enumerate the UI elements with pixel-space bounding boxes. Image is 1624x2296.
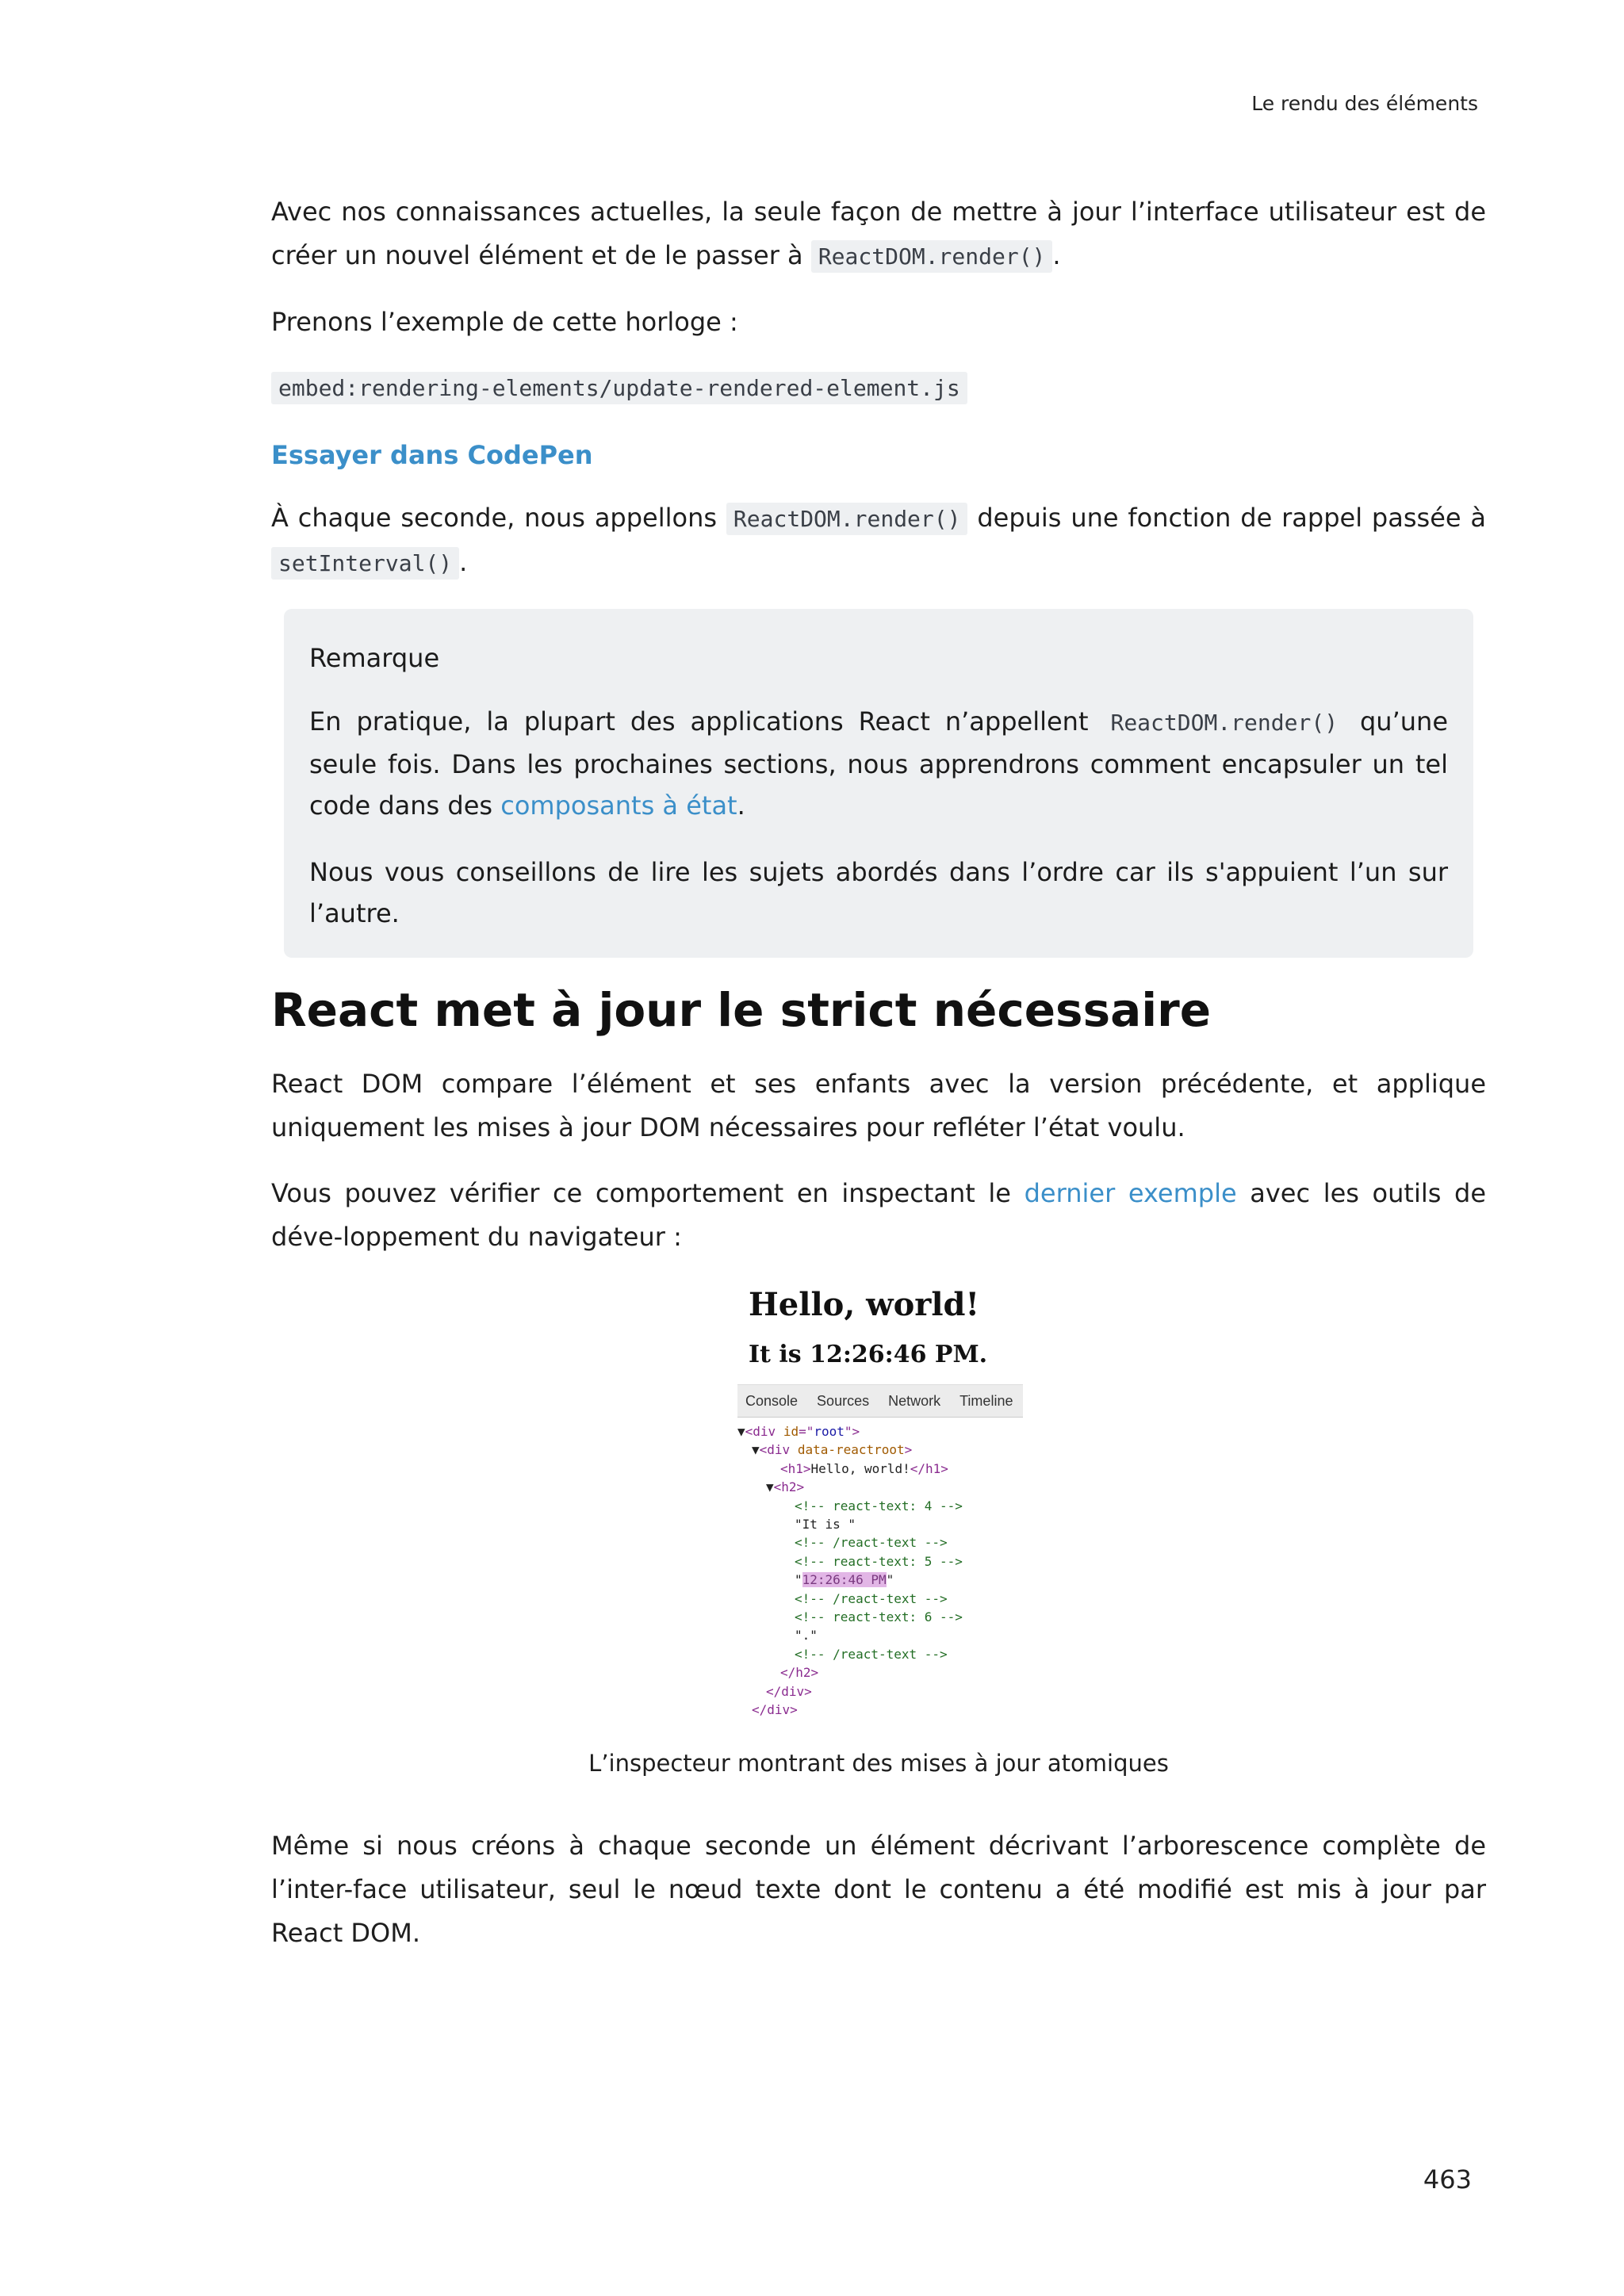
note-box xyxy=(284,609,1473,958)
embed-code: embed:rendering-elements/update-rendered-element.js xyxy=(271,372,967,404)
tree-text: "." xyxy=(795,1628,818,1644)
page-content xyxy=(271,190,1486,1977)
paragraph-compare: React DOM compare l’élément et ses enfants avec la version précédente, et applique uniquement les mises à jour DOM nécessaires pour refléter l’état voulu. xyxy=(271,1069,1486,1142)
dom-tree xyxy=(737,1418,1023,1724)
paragraph-intro: Avec nos connaissances actuelles, la seule façon de mettre à jour l’interface utilisateur est de créer un nouvel élément et de le passer à ReactDOM.render() . xyxy=(271,190,1486,278)
inline-code: ReactDOM.render() xyxy=(726,503,968,535)
expand-triangle-icon: ▼ xyxy=(737,1424,745,1439)
tree-line: ▼<h2> xyxy=(766,1479,805,1495)
section-heading: React met à jour le strict nécessaire xyxy=(271,983,1212,1037)
tree-comment: <!-- react-text: 4 --> xyxy=(795,1498,963,1513)
tab-console: Console xyxy=(745,1392,799,1409)
figure-h2: It is 12:26:46 PM. xyxy=(749,1341,988,1368)
tree-line: ▼<div data-reactroot> xyxy=(752,1442,913,1458)
tree-line: <h1>Hello, world!</h1> xyxy=(780,1460,948,1476)
paragraph-clock-example: Prenons l’exemple de cette horloge : xyxy=(271,307,738,337)
tree-text-highlighted: "12:26:46 PM" xyxy=(795,1572,894,1588)
page-number: 463 xyxy=(1423,2164,1472,2195)
inline-code: ReactDOM.render() xyxy=(811,240,1053,273)
embed-line xyxy=(271,366,1486,413)
tab-network: Network xyxy=(888,1392,941,1409)
paragraph-interval: À chaque seconde, nous appellons ReactDOM.render() depuis une fonction de rappel passée à setInterval() . xyxy=(271,496,1486,585)
devtools-panel xyxy=(737,1384,1023,1724)
tab-sources: Sources xyxy=(817,1392,870,1409)
tree-comment: <!-- /react-text --> xyxy=(795,1646,948,1662)
paragraph-inspect: Vous pouvez vérifier ce comportement en inspectant le dernier exemple avec les outils de déve-loppement du navigateur : xyxy=(271,1178,1487,1252)
tree-comment: <!-- react-text: 6 --> xyxy=(795,1609,963,1625)
expand-triangle-icon: ▼ xyxy=(766,1479,774,1495)
tree-line: ▼<div id="root"> xyxy=(737,1424,860,1439)
note-title: Remarque xyxy=(309,643,440,673)
updated-text-highlight: 12:26:46 PM xyxy=(802,1572,887,1588)
inline-code: setInterval() xyxy=(271,547,459,580)
tree-comment: <!-- /react-text --> xyxy=(795,1535,948,1551)
running-header: Le rendu des éléments xyxy=(1251,92,1478,115)
expand-triangle-icon: ▼ xyxy=(752,1442,760,1458)
tree-text: "It is " xyxy=(795,1517,856,1533)
tree-close-tag: </div> xyxy=(766,1683,812,1699)
inline-code: ReactDOM.render() xyxy=(1103,706,1345,739)
tree-comment: <!-- /react-text --> xyxy=(795,1590,948,1606)
devtools-tabs xyxy=(737,1385,1023,1418)
inspector-figure xyxy=(737,1281,1023,1724)
codepen-link[interactable]: Essayer dans CodePen xyxy=(271,440,593,470)
stateful-components-link[interactable]: composants à état xyxy=(500,790,737,821)
note-paragraph-order: Nous vous conseillons de lire les sujets abordés dans l’ordre car ils s'appuient l’un sur l’autre. xyxy=(309,857,1448,928)
note-paragraph: En pratique, la plupart des applications React n’appellent ReactDOM.render() qu’une seule fois. Dans les prochaines sections, nous apprendrons comment encapsuler un tel code dans des composants à état. xyxy=(309,706,1449,821)
tree-close-tag: </div> xyxy=(752,1702,798,1718)
paragraph-text-node: Même si nous créons à chaque seconde un élément décrivant l’arborescence complète de l’inter-face utilisateur, seul le nœud texte dont le contenu a été modifié est mis à jour par React DOM. xyxy=(271,1830,1486,1948)
figure-h1: Hello, world! xyxy=(749,1286,980,1323)
last-example-link[interactable]: dernier exemple xyxy=(1024,1178,1237,1208)
tree-close-tag: </h2> xyxy=(780,1665,819,1681)
tab-timeline: Timeline xyxy=(959,1392,1013,1409)
figure-caption: L’inspecteur montrant des mises à jour atomiques xyxy=(588,1749,1169,1777)
tree-comment: <!-- react-text: 5 --> xyxy=(795,1553,963,1569)
